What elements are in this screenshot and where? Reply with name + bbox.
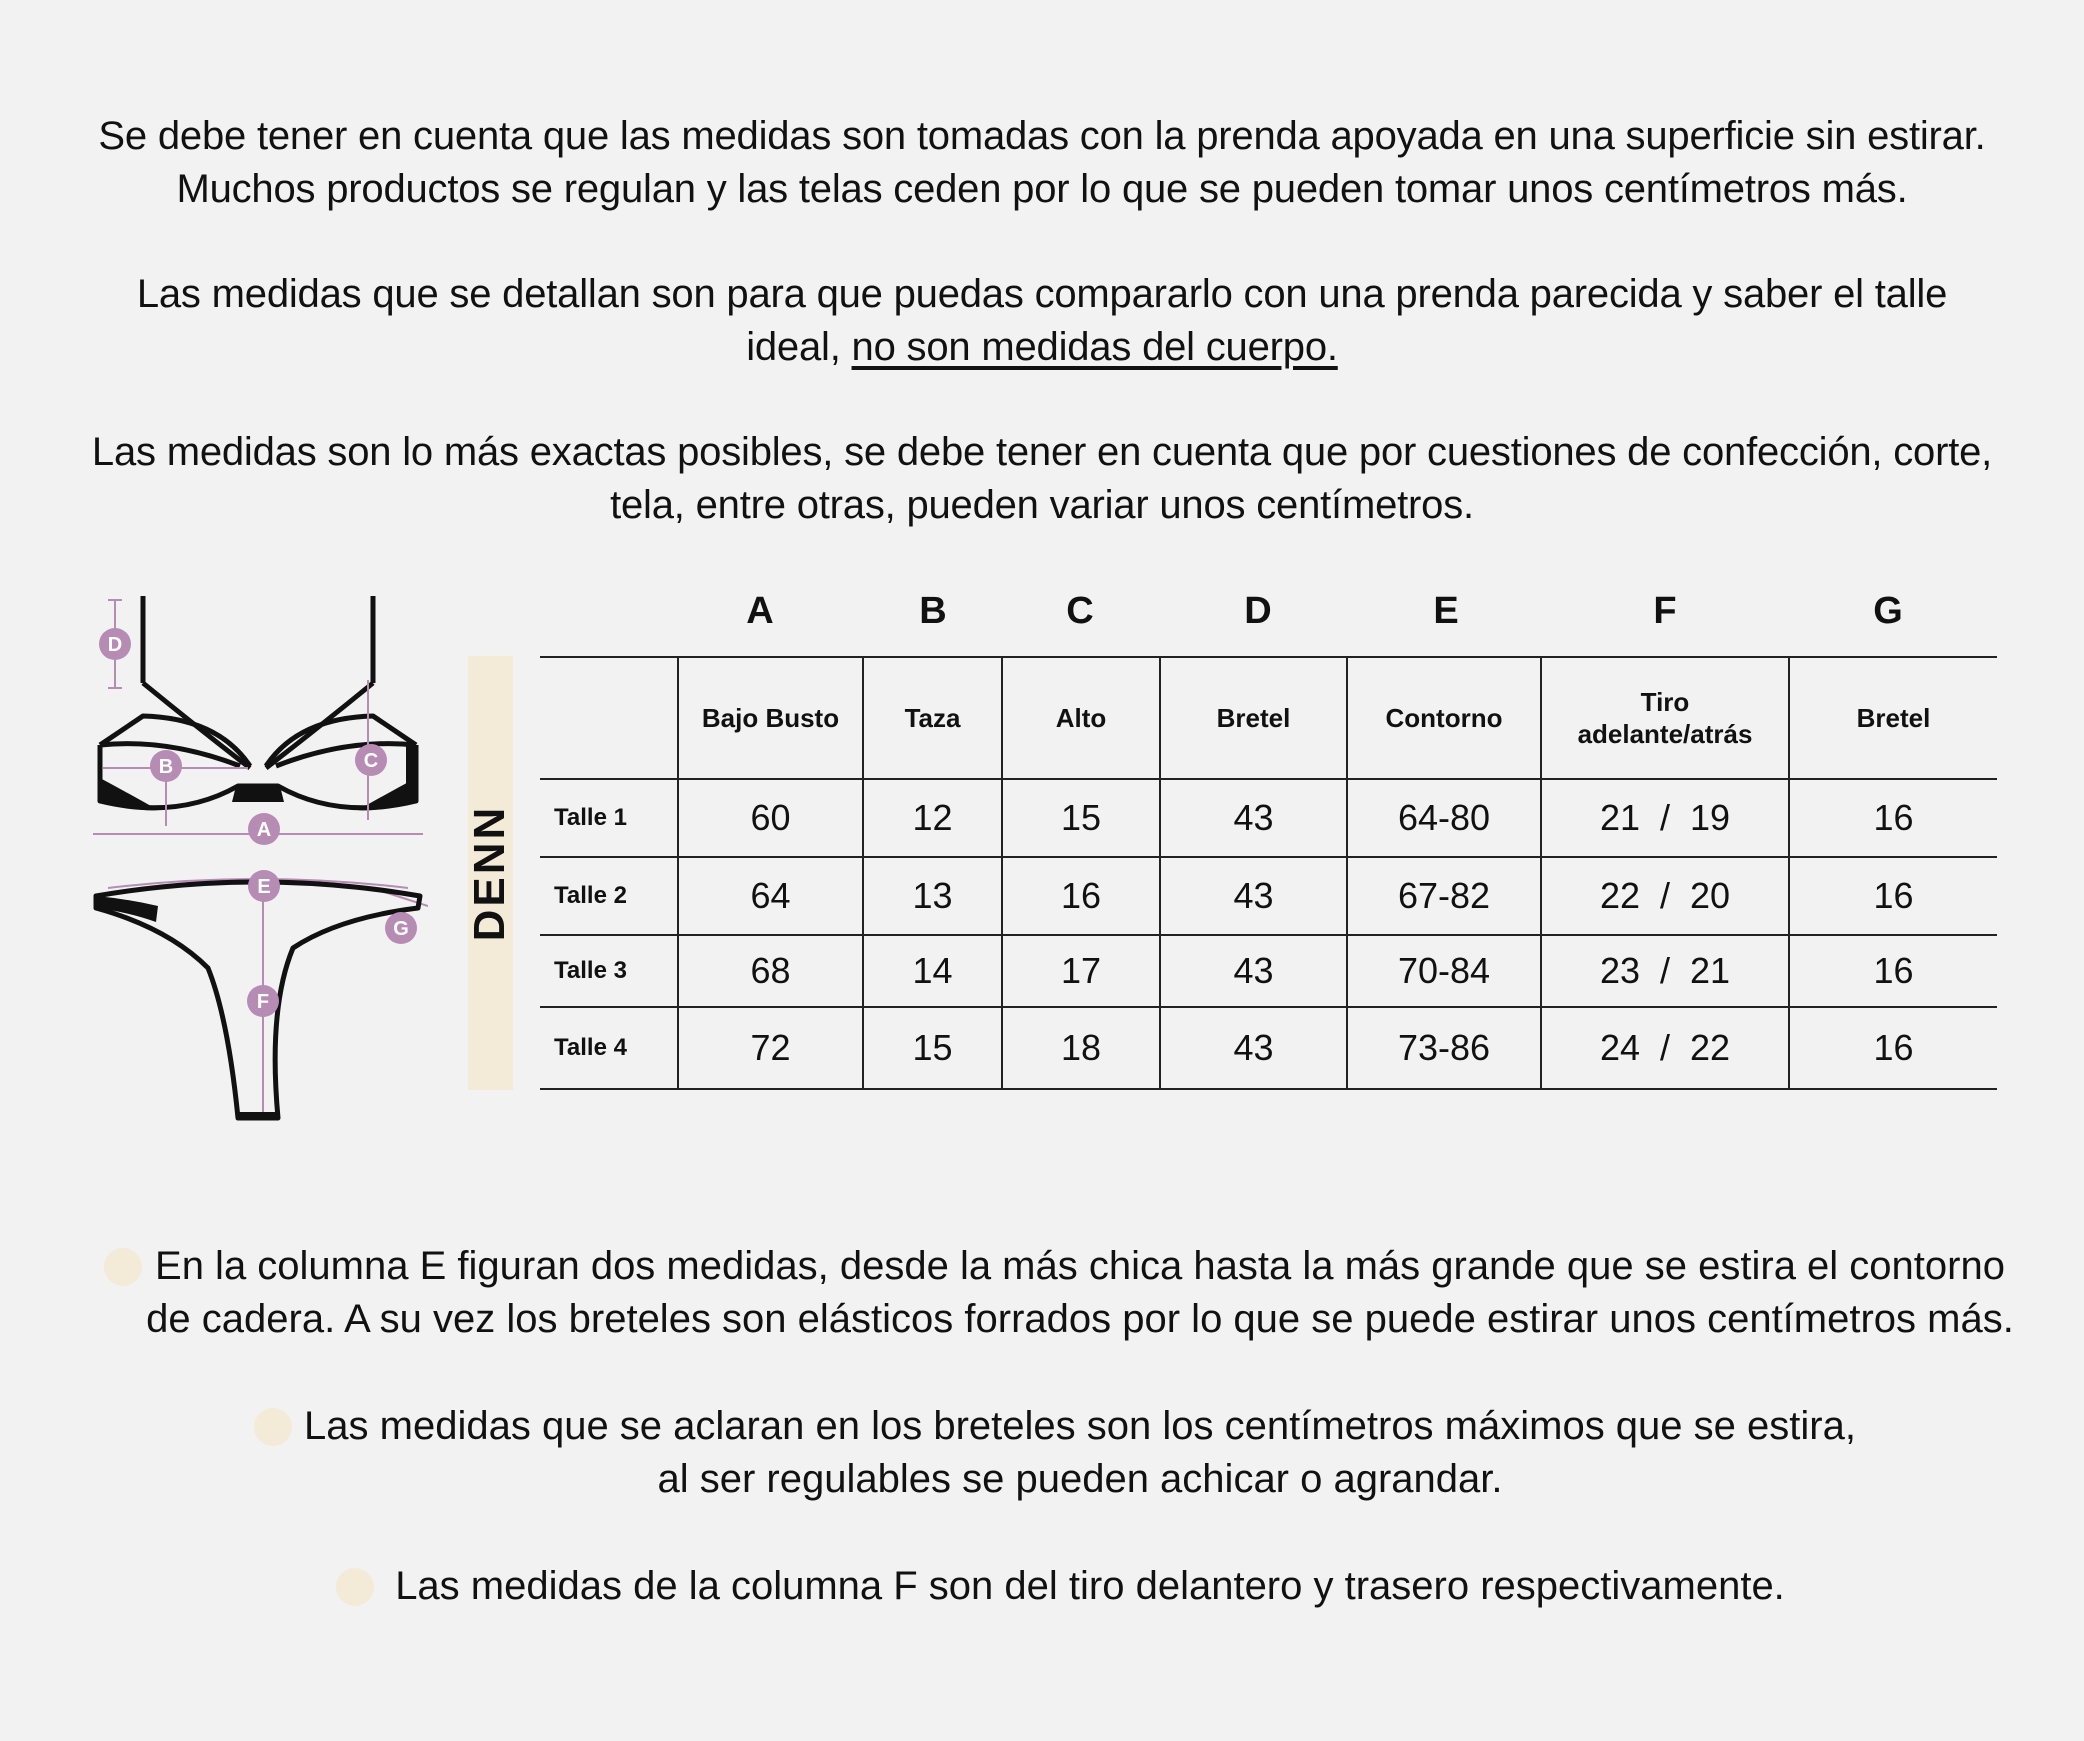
table-cell: 43 [1160,935,1347,1007]
bikini-measurement-diagram [88,588,428,1128]
table-cell: 22 / 20 [1541,857,1789,935]
table-cell: 43 [1160,1007,1347,1089]
size-label: Talle 4 [540,1007,678,1089]
table-row [540,935,1997,1007]
table-cell: 16 [1002,857,1160,935]
intro-paragraph-1: Se debe tener en cuenta que las medidas son tomadas con la prenda apoyada en una superficie sin estirar. Muchos productos se regulan y las telas ceden por lo que se pueden tomar unos centímetros más. [98,114,1986,211]
table-cell: 16 [1789,779,1997,857]
table-cell: 18 [1002,1007,1160,1089]
bullet-dot [336,1568,374,1606]
note-column-e: En la columna E figuran dos medidas, desde la más chica hasta la más grande que se estira el contorno de cadera. A su vez los breteles son elásticos forrados por lo que se puede estirar unos centímetros más. [146,1244,2014,1341]
svg-text:G: G [393,918,409,940]
column-letter-d: D [1244,590,1272,632]
column-letter-e: E [1433,590,1459,632]
table-cell: 14 [863,935,1002,1007]
column-letter-g: G [1873,590,1903,632]
column-letter-a: A [746,590,774,632]
size-table [540,656,1997,1090]
label-c-marker [355,744,387,776]
table-cell: 21 / 19 [1541,779,1789,857]
table-cell: 64-80 [1347,779,1541,857]
table-cell: 15 [863,1007,1002,1089]
table-cell: 12 [863,779,1002,857]
column-letter-b: B [919,590,947,632]
table-header-row [540,657,1997,779]
header-cell: Bretel [1160,657,1347,779]
column-letter-f: F [1653,590,1677,632]
label-g-marker [385,912,417,944]
size-label: Talle 3 [540,935,678,1007]
table-cell: 24 / 22 [1541,1007,1789,1089]
table-cell: 72 [678,1007,863,1089]
table-cell: 23 / 21 [1541,935,1789,1007]
table-cell: 16 [1789,1007,1997,1089]
table-row [540,857,1997,935]
intro-paragraph-3: Las medidas son lo más exactas posibles, se debe tener en cuenta que por cuestiones de confección, corte, tela, entre otras, pueden variar unos centímetros. [91,430,1993,527]
table-cell: 67-82 [1347,857,1541,935]
intro-text [60,110,2024,584]
header-cell: Taza [863,657,1002,779]
table-row [540,779,1997,857]
column-letter-c: C [1066,590,1094,632]
table-row [540,1007,1997,1089]
header-cell: Alto [1002,657,1160,779]
size-label: Talle 1 [540,779,678,857]
note-breteles: Las medidas que se aclaran en los breteles son los centímetros máximos que se estira, al ser regulables se pueden achicar o agrandar. [304,1404,1856,1501]
table-cell: 70-84 [1347,935,1541,1007]
table-cell: 43 [1160,779,1347,857]
table-cell: 64 [678,857,863,935]
body-measurement-disclaimer: no son medidas del cuerpo. [851,325,1338,369]
brand-name: DENN [465,804,514,942]
size-chart [540,590,1997,1068]
header-cell: Bretel [1789,657,1997,779]
svg-text:B: B [158,756,174,778]
note-column-f: Las medidas de la columna F son del tiro delantero y trasero respectivamente. [395,1564,1785,1608]
size-label: Talle 2 [540,857,678,935]
label-b-marker [150,750,182,782]
table-cell: 73-86 [1347,1007,1541,1089]
svg-text:F: F [256,991,270,1013]
table-cell: 13 [863,857,1002,935]
svg-text:E: E [257,876,271,898]
svg-text:D: D [107,634,123,656]
table-cell: 17 [1002,935,1160,1007]
table-cell: 16 [1789,857,1997,935]
header-cell: Contorno [1347,657,1541,779]
label-e-marker [248,870,280,902]
header-cell: Tiro adelante/atrás [1541,657,1789,779]
svg-text:A: A [256,819,272,841]
svg-text:C: C [363,750,379,772]
header-cell: Bajo Busto [678,657,863,779]
table-cell: 15 [1002,779,1160,857]
column-letters [540,590,1997,656]
header-empty-cell [540,657,678,779]
intro-paragraph-2: Las medidas que se detallan son para que puedas compararlo con una prenda parecida y saber el talle ideal, no son medidas del cuerpo. [136,272,1948,369]
table-cell: 16 [1789,935,1997,1007]
table-cell: 43 [1160,857,1347,935]
label-d-marker [99,628,131,660]
label-f-marker [247,985,279,1017]
label-a-marker [248,813,280,845]
table-cell: 68 [678,935,863,1007]
table-cell: 60 [678,779,863,857]
